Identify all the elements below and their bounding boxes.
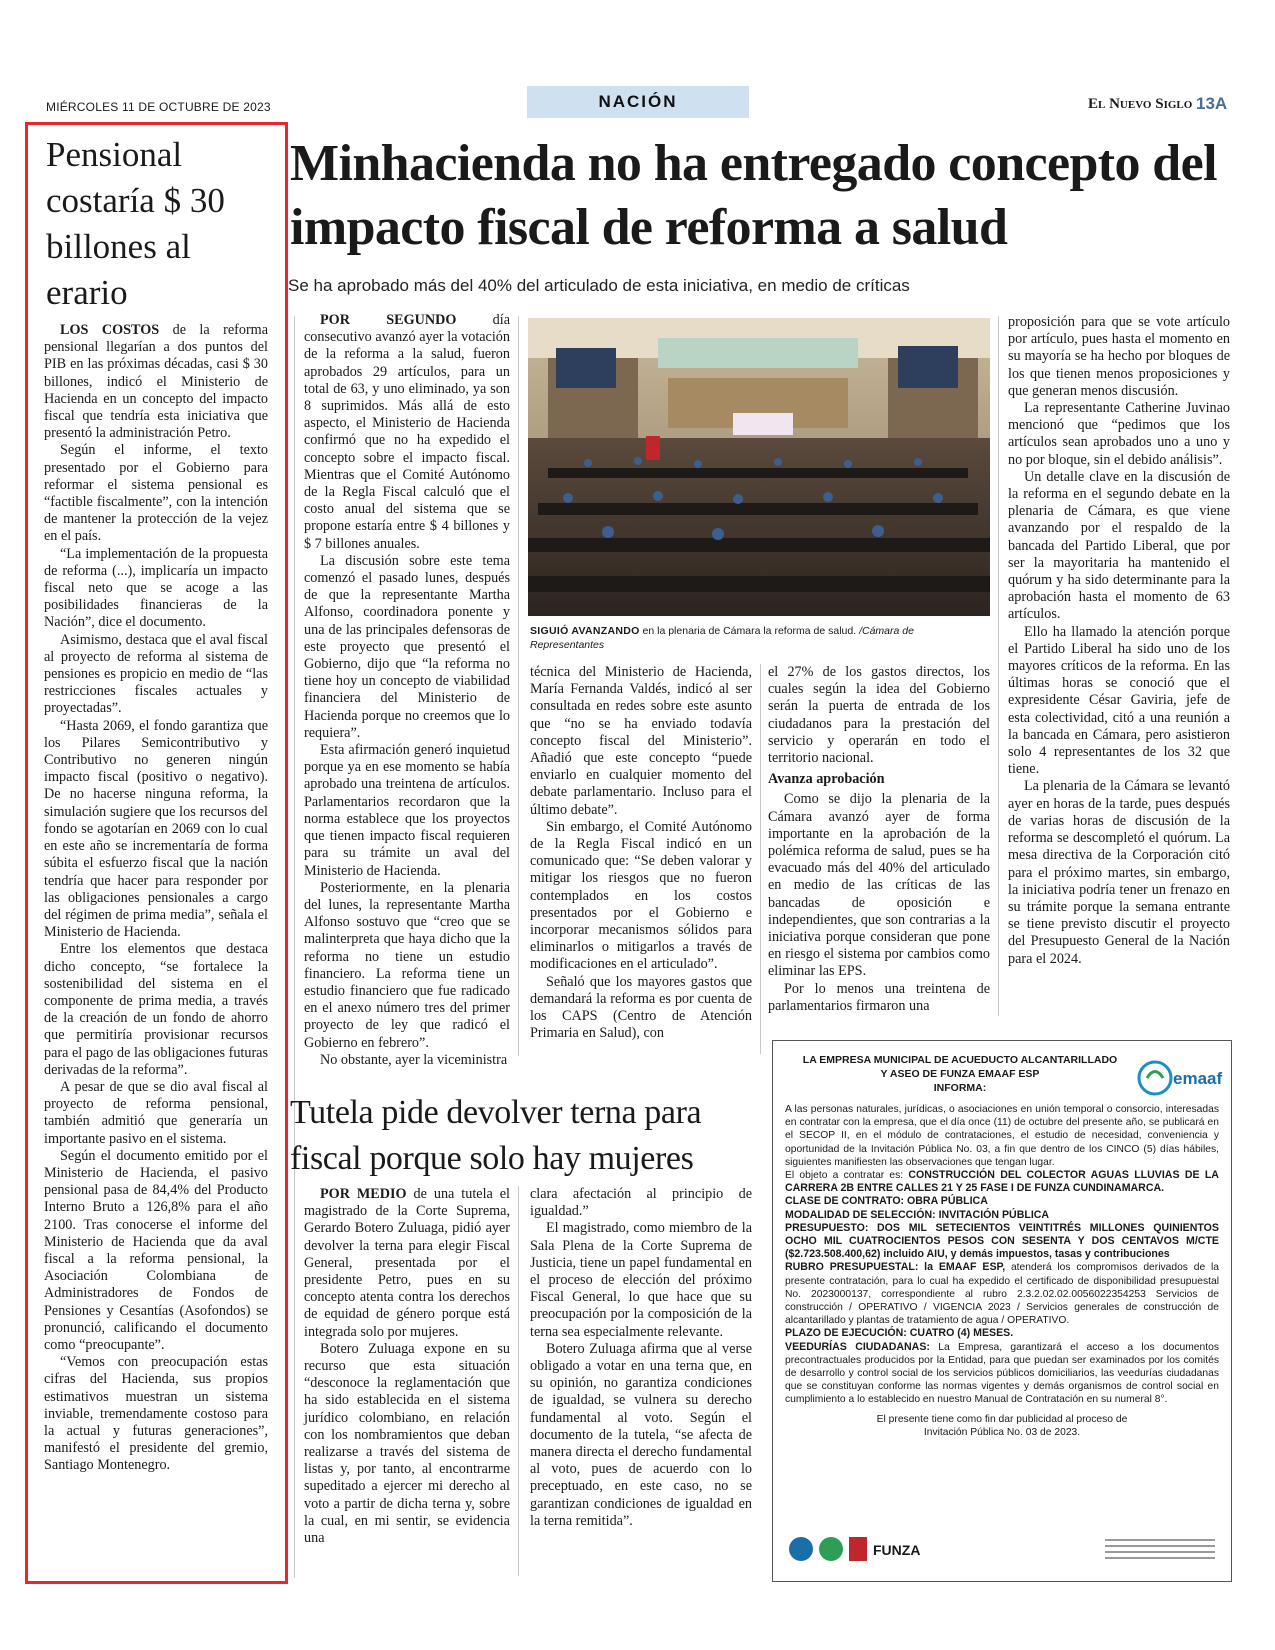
- paragraph: día consecutivo avanzó ayer la votación de la reforma a la salud, fueron aprobados 29 artículos, para un total de 63, y uno eliminado, ya son 8 suprimidos. Más allá de esto aspecto, el Ministerio de Hacienda confirmó que no ha expedido el concepto sobre el impacto fiscal. Mientras que el Comité Autónomo de la Regla Fiscal calculó que el costo anual del sistema que se propone estaría entre $ 4 billones y $ 7 billones anuales.: [304, 312, 511, 552]
- ad-selection-mode: MODALIDAD DE SELECCIÓN: INVITACIÓN PÚBLICA: [785, 1208, 1050, 1221]
- ad-veedurias-label: VEEDURÍAS CIUDADANAS:: [785, 1340, 930, 1353]
- paragraph: A pesar de que se dio aval fiscal al proyecto de reforma pensional, también admitió que generaría un importante pasivo en el sistema.: [44, 1078, 268, 1147]
- paragraph: Sin embargo, el Comité Autónomo de la Regla Fiscal indicó en un comunicado que: “Se deben valorar y mitigar los riesgos que no fueron contemplados en los costos presentados por el Gobierno e incorporar mecanismos sólidos para eliminarlos o mitigarlos a través de modificaciones en el articulado”.: [530, 818, 752, 973]
- emaaf-logo: [1137, 1057, 1223, 1103]
- second-headline: Tutela pide devolver terna para fiscal porque solo hay mujeres: [290, 1094, 702, 1177]
- paragraph: Según el informe, el texto presentado por el Gobierno para reformar el sistema pensional es “factible fiscalmente”, con la intención de mantener la protección de la vejez en el país.: [44, 442, 268, 545]
- photo-caption: [530, 624, 990, 652]
- paragraph: Según el documento emitido por el Ministerio de Hacienda, el pasivo pensional pasa de 84,4% del Producto Interno Bruto a 126,8% para el año 2100. Tras conocerse el informe del Ministerio de Hacienda que da aval fiscal a la reforma pensional, la Asociación Colombiana de Administradores de Fondos de Pensiones y Cesantías (Asofondos) se pronunció, calificando el documento como “preocupante”.: [44, 1147, 268, 1353]
- paragraph: Ello ha llamado la atención porque el Partido Liberal ha sido uno de los mayores críticos de la reforma. En las últimas horas se conoció que el expresidente César Gaviria, jefe de esta colectividad, citó a una reunión a la bancada en Cámara, pero asistieron solo 4 representantes de los 32 que tiene.: [1008, 623, 1230, 778]
- paragraph: La plenaria de la Cámara se levantó ayer en horas de la tarde, pues después de varias horas de discusión de la reforma se descompletó el quórum. La mesa directiva de la Corporación citó para el próximo martes, sin embargo, la iniciativa podría tener un frenazo en su trámite porque la semana entrante se tiene previsto discutir el proyecto del Presupuesto General de la Nación para el 2024.: [1008, 778, 1230, 967]
- paragraph: Botero Zuluaga afirma que al verse obligado a votar en una terna que, en su opinión, no garantiza condiciones de igualdad, se vulnera su derecho fundamental al voto. Según el documento de la tutela, “se afecta de manera directa el derecho fundamental al voto, pues de acuerdo con lo preceptuado, en este caso, no se garantizan condiciones de igualdad en la terna remitida”.: [530, 1340, 752, 1529]
- paragraph: “Vemos con preocupación estas cifras del Hacienda, sus propios estimativos muestran un sistema inviable, tremendamente costoso para la actual y futuras generaciones”, manifestó el presidente del gremio, Santiago Montenegro.: [44, 1354, 268, 1474]
- ad-logo-strip: [785, 1529, 1221, 1569]
- lead-word: POR SEGUNDO: [320, 312, 457, 328]
- plenary-photo: [528, 318, 990, 616]
- ad-rubro-label: RUBRO PRESUPUESTAL:: [785, 1261, 919, 1274]
- edition-date: MIÉRCOLES 11 DE OCTUBRE DE 2023: [46, 100, 271, 114]
- paragraph: “La implementación de la propuesta de reforma (...), implicaría un impacto fiscal neto que se acoge a las posibilidades financieras de la Nación”, dice el documento.: [44, 545, 268, 631]
- paragraph: Posteriormente, en la plenaria del lunes, la representante Martha Alfonso sostuvo que “creo que se malinterpreta que haya dicho que la reforma no tiene un estudio financiero. La reforma tiene un estudio financiero que fue radicado en el anexo número tres del primer proyecto de ley que radicó el Gobierno en febrero”.: [304, 879, 510, 1051]
- paragraph: Esta afirmación generó inquietud porque ya en ese momento se había aprobado una treintena de artículos. Parlamentarios recordaron que la norma establece que los proyectos que tienen impacto fiscal requieren para su trámite un aval del Ministerio de Hacienda.: [304, 742, 510, 879]
- column-rule: [760, 664, 761, 1054]
- subheading: Avanza aprobación: [768, 771, 885, 788]
- ad-budget-label: PRESUPUESTO:: [785, 1221, 869, 1234]
- paragraph: proposición para que se vote artículo por artículo, pues hasta el momento en su mayoría se ha hecho por bloques de los que tienen menos proposiciones y que generan menos discusión.: [1008, 314, 1230, 399]
- second-article-col1: [304, 1186, 510, 1576]
- paragraph: La discusión sobre este tema comenzó el pasado lunes, después de que la representante Martha Alfonso, coordinadora ponente y una de las principales defensoras de este proyecto que presentó el Gobierno, dijo que “la reforma no tiene hoy un concepto de viabilidad financiera del Ministerio de Hacienda porque no creemos que lo requiera”.: [304, 552, 510, 741]
- ad-header-line: LA EMPRESA MUNICIPAL DE ACUEDUCTO ALCANTARILLADO: [802, 1054, 1118, 1066]
- paragraph: No obstante, ayer la viceministra: [320, 1051, 508, 1068]
- paragraph: técnica del Ministerio de Hacienda, María Fernanda Valdés, indicó al ser consultada en redes sobre este asunto que “no se ha enviado todavía concepto fiscal del Ministerio”. Añadió que este concepto “puede enviarlo en cualquier momento del debate parlamentario. Incluso para el último debate”.: [530, 664, 752, 818]
- lead-word: LOS COSTOS: [60, 322, 160, 338]
- paragraph: Un detalle clave en la discusión de la reforma en el segundo debate en la plenaria de Cámara, es que viene avanzando por el respaldo de la bancada del Partido Liberal, que por ser la mayoritaria ha mantenido el quórum y ha sido determinante para la aprobación hasta el momento de 63 artículos.: [1008, 468, 1230, 623]
- ad-footer-line: Invitación Pública No. 03 de 2023.: [923, 1426, 1081, 1438]
- ad-intro: A las personas naturales, jurídicas, o asociaciones en unión temporal o consorcio, interesadas en contratar con la empresa, que el día once (11) de octubre del presente año, se publicará en el SECOP II, en el módulo de contrataciones, el estudio de necesidad, conveniencia y oportunidad de la Invitación Pública No. 03, a fin que dentro de los CINCO (5) días hábiles, siguientes manifiesten las observaciones que tengan lugar.: [785, 1104, 1219, 1168]
- emaaf-logo-text: emaaf: [1173, 1069, 1223, 1088]
- paragraph: el 27% de los gastos directos, los cuales según la idea del Gobierno serán la puerta de entrada de los ciudadanos para la prestación del servicio y operarán en todo el territorio nacional.: [768, 664, 990, 767]
- ad-footer-line: El presente tiene como fin dar publicidad al proceso de: [876, 1413, 1128, 1425]
- ad-veedurias-text: La Empresa, garantizará el acceso a los documentos precontractuales producidos por la Entidad, para que puedan ser examinados por los comités de desarrollo y control social de los servicios públicos domiciliarios, las veedurías ciudadanas que se constituyan conforme las normas vigentes y demás organismos de control social en cumplimiento a lo establecido en nuestro Manual de Contratación en su numeral 8°.: [785, 1341, 1219, 1406]
- column-rule: [294, 316, 295, 1578]
- funza-logo-text: FUNZA: [873, 1542, 921, 1558]
- ad-footer: [785, 1413, 1219, 1439]
- paragraph: de la reforma pensional llegarían a dos puntos del PIB en las próximas décadas, casi $ 30 billones, indicó el Ministerio de Hacienda en un concepto del impacto fiscal que tendría esta iniciativa que presentó la administración Petro.: [44, 322, 269, 442]
- main-article-col4: [1008, 314, 1230, 1016]
- paragraph: de una tutela el magistrado de la Corte Suprema, Gerardo Botero Zuluaga, pidió ayer devolver la terna para elegir Fiscal General, presentada por el presidente Petro, pues en su concepto atenta contra los derechos de equidad de género porque está integrada solo por mujeres.: [304, 1186, 510, 1340]
- column-rule: [998, 316, 999, 1016]
- ad-contract-class: CLASE DE CONTRATO: OBRA PÚBLICA: [785, 1195, 988, 1208]
- paragraph: Botero Zuluaga expone en su recurso que esta situación “desconoce la reglamentación que ha sido establecida en el sistema jurídico colombiano, en relación con los nombramientos que deban realizarse a través del sistema de listas y, por tanto, al encontrarme supeditado a ejercer mi derecho al voto a partir de dicha terna y, sobre la cual, en mi sentir, se evidencia una: [304, 1340, 510, 1547]
- main-article-col3: [768, 664, 990, 1054]
- ad-object-value: CONSTRUCCIÓN DEL COLECTOR AGUAS LLUVIAS DE LA CARRERA 2B ENTRE CALLES 21 Y 25 FASE I DE FUNZA CUNDINAMARCA.: [785, 1169, 1219, 1195]
- paragraph: clara afectación al principio de igualdad.”: [530, 1186, 752, 1220]
- caption-credit: /Cámara de Representantes: [530, 625, 914, 651]
- caption-text: en la plenaria de Cámara la reforma de salud.: [642, 625, 857, 637]
- ad-rubro-entity: la EMAAF ESP,: [924, 1261, 1006, 1274]
- paragraph: Asimismo, destaca que el aval fiscal al proyecto de reforma al sistema de pensiones es propicio en medio de “las restricciones fiscales actuales y proyectadas”.: [44, 631, 268, 717]
- ad-header-line: INFORMA:: [933, 1082, 987, 1094]
- ad-header-line: Y ASEO DE FUNZA EMAAF ESP: [880, 1068, 1040, 1080]
- ad-object-label: El objeto a contratar es:: [785, 1170, 904, 1182]
- ad-body: [785, 1103, 1219, 1439]
- main-headline: Minhacienda no ha entregado concepto del impacto fiscal de reforma a salud: [290, 135, 1217, 256]
- paragraph: “Hasta 2069, el fondo garantiza que los Pilares Semicontributivo y Contributivo no generen ningún impacto fiscal (positivo o negativo). De no hacerse ninguna reforma, la simulación sugiere que los recursos del fondo se agotarían en 2069 con lo cual en este año se incrementaría de forma súbita el esfuerzo fiscal que la nación tendría que hacer para responder por las obligaciones pensionales a cargo del régimen de prima media”, señala el Ministerio de Hacienda.: [44, 717, 268, 941]
- main-article-col2: [530, 664, 752, 1054]
- paragraph: Entre los elementos que destaca dicho concepto, “se fortalece la sostenibilidad del sistema en el componente de prima media, a través de la creación de un fondo de ahorro que permitiría provisionar recursos para el pago de las obligaciones futuras derivadas de la reforma”.: [44, 941, 268, 1078]
- page-number: 13A: [1196, 94, 1228, 113]
- column-rule: [518, 1186, 519, 1576]
- second-article-col2: [530, 1186, 752, 1576]
- lead-word: POR MEDIO: [320, 1186, 407, 1202]
- column-rule: [518, 316, 519, 1056]
- paragraph: El magistrado, como miembro de la Sala Plena de la Corte Suprema de Justicia, tiene un papel fundamental en el proceso de elección del próximo Fiscal General, lo que hace que su preocupación por la composición de la terna sea especialmente relevante.: [530, 1220, 752, 1340]
- ad-term: PLAZO DE EJECUCIÓN: CUATRO (4) MESES.: [785, 1327, 1014, 1340]
- paragraph: Por lo menos una treintena de parlamentarios firmaron una: [768, 980, 990, 1014]
- paragraph: Señaló que los mayores gastos que demandará la reforma es por cuenta de los CAPS (Centro de Atención Primaria en Salud), con: [530, 973, 752, 1042]
- paragraph: Como se dijo la plenaria de la Cámara avanzó ayer de forma importante en la aprobación de la polémica reforma de salud, pues se ha evacuado más del 40% del articulado en medio de las críticas de las bancadas de oposición e independientes, que son contrarias a la iniciativa porque consideran que pone en riesgo el sistema por cambios como eliminar las EPS.: [768, 791, 990, 980]
- public-notice-ad: [772, 1040, 1232, 1582]
- newspaper-brand: El Nuevo Siglo: [1088, 96, 1193, 112]
- ad-budget-value: DOS MIL SETECIENTOS VEINTITRÉS MILLONES QUINIENTOS OCHO MIL CUATROCIENTOS PESOS CON SESENTA Y DOS CENTAVOS M/CTE ($2.723.508.400,62) incluido AIU, y demás impuestos, tasas y contribuciones: [785, 1221, 1219, 1261]
- caption-lead: SIGUIÓ AVANZANDO: [530, 625, 640, 637]
- main-deck: Se ha aprobado más del 40% del articulado de esta iniciativa, en medio de críticas: [288, 276, 910, 295]
- left-article-body: [44, 322, 268, 1562]
- paragraph: La representante Catherine Juvinao mencionó que “pedimos que los artículos sean aprobados uno a uno y no por bloque, sin el debido análisis”.: [1008, 400, 1230, 468]
- left-article-headline: Pensional costaría $ 30 billones al erario: [46, 135, 225, 312]
- ad-rubro-text: atenderá los compromisos derivados de la presente contratación, para lo cual ha expedido el certificado de disponibilidad presupuestal No. 2023000137, correspondiente al rubro 2.3.2.02.02.00560223542​53 Servicios de construcción / OPERATIVO / VIGENCIA 2023 / Servicios generales de construcción de alcantarillado y plantas de tratamiento de agua / OPERATIVO.: [785, 1262, 1219, 1327]
- ad-header: [785, 1053, 1135, 1095]
- section-label: NACIÓN: [527, 86, 749, 118]
